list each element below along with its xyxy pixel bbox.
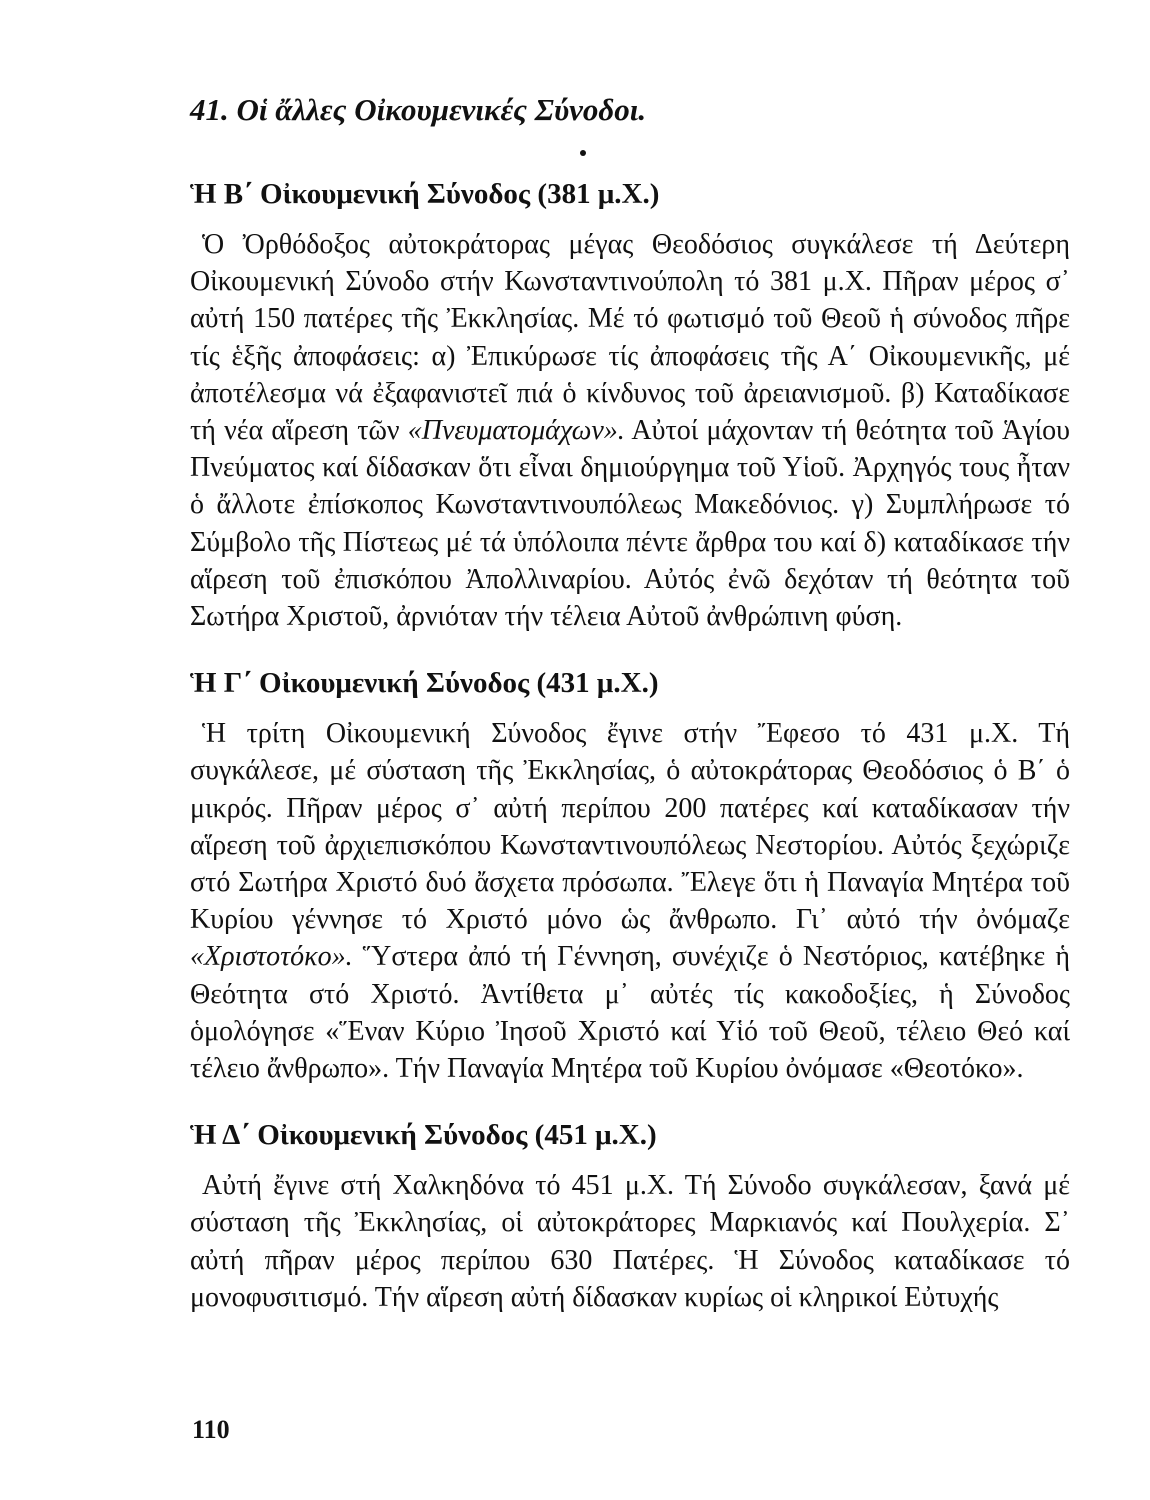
section-heading-g: Ἡ Γ΄ Οἰκουμενική Σύνοδος (431 μ.Χ.) <box>190 667 659 700</box>
decorative-dot <box>580 150 586 156</box>
section-paragraph-g: Ἡ τρίτη Οἰκουμενική Σύνοδος ἔγινε στήν Ἔφεσο τό 431 μ.Χ. Τή συγκάλεσε, μέ σύσταση τῆς Ἐκκλησίας, ὁ αὐτοκράτορας Θεοδόσιος ὁ Β΄ ὁ μικρός. Πῆραν μέρος σ᾽ αὐτή περίπου 200 πατέρες καί καταδίκασαν τήν αἵρεση τοῦ ἀρχιεπισκόπου Κωνσταντινουπόλεως Νεστορίου. Αὐτός ξεχώριζε στό Σωτήρα Χριστό δυό ἄσχετα πρόσωπα. Ἔλεγε ὅτι ἡ Παναγία Μητέρα τοῦ Κυρίου γέννησε τό Χριστό μόνο ὡς ἄνθρωπο. Γι᾽ αὐτό τήν ὀνόμαζε «Χριστοτόκο». Ὕστερα ἀπό τή Γέννηση, συνέχιζε ὁ Νεστόριος, κατέβηκε ἡ Θεότητα στό Χριστό. Ἀντίθετα μ᾽ αὐτές τίς κακοδοξίες, ἡ Σύνοδος ὁμολόγησε «Ἕναν Κύριο Ἰησοῦ Χριστό καί Υἱό τοῦ Θεοῦ, τέλειο Θεό καί τέλειο ἄνθρωπο». Τήν Παναγία Μητέρα τοῦ Κυρίου ὀνόμασε «Θεοτόκο». <box>190 718 1070 1085</box>
page-number: 110 <box>192 1415 230 1444</box>
section-heading-d: Ἡ Δ΄ Οἰκουμενική Σύνοδος (451 μ.Χ.) <box>190 1119 657 1152</box>
section-heading-b: Ἡ Β΄ Οἰκουμενική Σύνοδος (381 μ.Χ.) <box>190 178 660 210</box>
chapter-title: 41. Οἱ ἄλλες Οἰκουμενικές Σύνοδοι. <box>190 92 647 127</box>
section-paragraph-b: Ὁ Ὀρθόδοξος αὐτοκράτορας μέγας Θεοδόσιος συγκάλεσε τή Δεύτερη Οἰκουμενική Σύνοδο στήν Κωνσταντινούπολη τό 381 μ.Χ. Πῆραν μέρος σ᾽ αὐτή 150 πατέρες τῆς Ἐκκλησίας. Μέ τό φωτισμό τοῦ Θεοῦ ἡ σύνοδος πῆρε τίς ἑξῆς ἀποφάσεις: α) Ἐπικύρωσε τίς ἀποφάσεις τῆς Α΄ Οἰκουμενικῆς, μέ ἀποτέλεσμα νά ἐξαφανιστεῖ πιά ὁ κίνδυνος τοῦ ἀρειανισμοῦ. β) Καταδίκασε τή νέα αἵρεση τῶν «Πνευματομάχων». Αὐτοί μάχονταν τή θεότητα τοῦ Ἁγίου Πνεύματος καί δίδασκαν ὅτι εἶναι δημιούργημα τοῦ Υἱοῦ. Ἀρχηγός τους ἦταν ὁ ἄλλοτε ἐπίσκοπος Κωνσταντινουπόλεως Μακεδόνιος. γ) Συμπλήρωσε τό Σύμβολο τῆς Πίστεως μέ τά ὑπόλοιπα πέντε ἄρθρα του καί δ) καταδίκασε τήν αἵρεση τοῦ ἐπισκόπου Ἀπολλιναρίου. Αὐτός ἐνῶ δεχόταν τή θεότητα τοῦ Σωτήρα Χριστοῦ, ἀρνιόταν τήν τέλεια Αὐτοῦ ἀνθρώπινη φύση. <box>190 229 1070 633</box>
page-body <box>190 60 1070 1316</box>
section-paragraph-d: Αὐτή ἔγινε στή Χαλκηδόνα τό 451 μ.Χ. Τή Σύνοδο συγκάλεσαν, ξανά μέ σύσταση τῆς Ἐκκλησίας, οἱ αὐτοκράτορες Μαρκιανός καί Πουλχερία. Σ᾽ αὐτή πῆραν μέρος περίπου 630 Πατέρες. Ἡ Σύνοδος καταδίκασε τό μονοφυσιτισμό. Τήν αἵρεση αὐτή δίδασκαν κυρίως οἱ κληρικοί Εὐτυχής <box>190 1170 1070 1313</box>
